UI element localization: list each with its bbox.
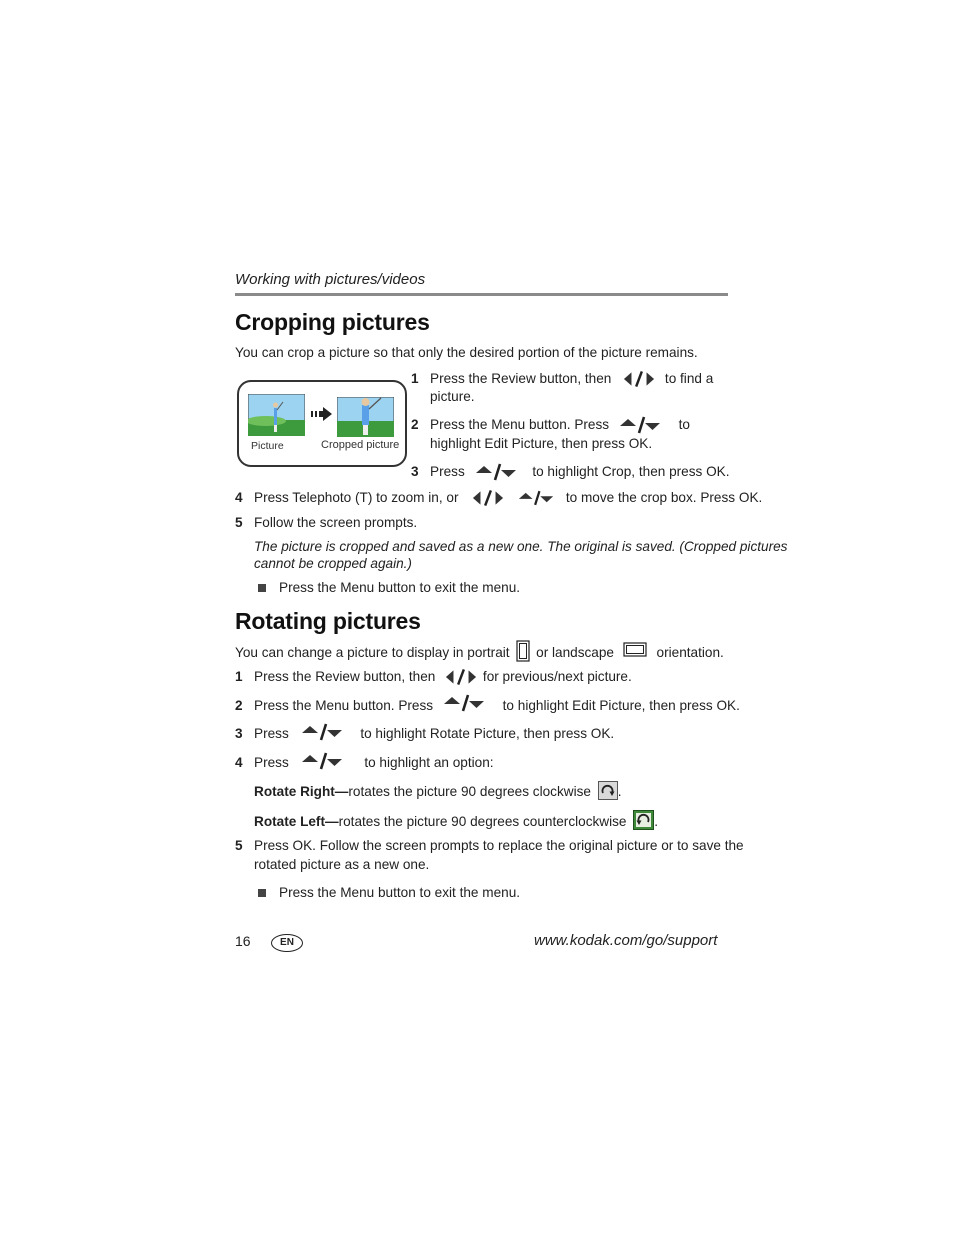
crop-step-4-number: 4 bbox=[235, 490, 243, 505]
crop-note-line-2: cannot be cropped again.) bbox=[254, 556, 412, 571]
crop-intro: You can crop a picture so that only the desired portion of the picture remains. bbox=[235, 345, 698, 360]
square-bullet-icon bbox=[258, 889, 266, 897]
rotate-step-5-line-2: rotated picture as a new one. bbox=[254, 857, 430, 872]
crop-step-5-number: 5 bbox=[235, 515, 243, 530]
crop-step-4-text: Press Telephoto (T) to zoom in, or to move the crop box. Press OK. bbox=[254, 489, 762, 507]
crop-step-5-text: Follow the screen prompts. bbox=[254, 515, 418, 530]
cropped-picture-label: Cropped picture bbox=[321, 439, 400, 451]
rotate-step-5-line-1: Press OK. Follow the screen prompts to replace the original picture or to save the bbox=[254, 838, 744, 853]
rotate-right-icon bbox=[598, 781, 618, 800]
rotate-title: Rotating pictures bbox=[235, 608, 421, 634]
rotate-step-2-text: Press the Menu button. Press to highlight Edit Picture, then press OK. bbox=[254, 697, 740, 715]
rotate-step-5-number: 5 bbox=[235, 838, 243, 853]
rotate-step-3-text: Press to highlight Rotate Picture, then press OK. bbox=[254, 725, 614, 743]
rotate-step-4-text: Press to highlight an option: bbox=[254, 754, 494, 772]
up-down-arrows-icon bbox=[301, 723, 343, 741]
crop-arrow-icon bbox=[311, 406, 333, 422]
crop-step-2-text: Press the Menu button. Press to bbox=[430, 416, 690, 434]
crop-step-3-text: Press to highlight Crop, then press OK. bbox=[430, 463, 730, 481]
language-badge: EN bbox=[271, 934, 303, 952]
up-down-arrows-icon bbox=[475, 463, 517, 481]
crop-exit-text: Press the Menu button to exit the menu. bbox=[279, 580, 521, 595]
rotate-step-4-number: 4 bbox=[235, 755, 243, 770]
rotate-step-1-number: 1 bbox=[235, 669, 243, 684]
cropped-picture-thumbnail bbox=[337, 397, 394, 437]
rotate-left-option: Rotate Left—rotates the picture 90 degrees counterclockwise . bbox=[254, 813, 658, 831]
left-right-arrows-icon bbox=[623, 370, 655, 388]
square-bullet-icon bbox=[258, 584, 266, 592]
crop-step-1-text-cont: picture. bbox=[430, 389, 475, 404]
rotate-step-1-text: Press the Review button, then for previous/next picture. bbox=[254, 668, 632, 686]
header-rule bbox=[235, 293, 728, 296]
crop-step-1-text: Press the Review button, then to find a bbox=[430, 370, 713, 388]
rotate-step-3-number: 3 bbox=[235, 726, 243, 741]
support-url[interactable]: www.kodak.com/go/support bbox=[534, 932, 718, 949]
crop-title: Cropping pictures bbox=[235, 309, 430, 335]
rotate-right-option: Rotate Right—rotates the picture 90 degrees clockwise . bbox=[254, 783, 622, 801]
landscape-icon bbox=[623, 642, 647, 657]
up-down-arrows-icon bbox=[301, 752, 343, 770]
crop-step-2-number: 2 bbox=[411, 417, 419, 432]
crop-step-1-number: 1 bbox=[411, 371, 419, 386]
rotate-left-icon bbox=[633, 810, 654, 830]
crop-step-3-number: 3 bbox=[411, 464, 419, 479]
rotate-step-2-number: 2 bbox=[235, 698, 243, 713]
section-header: Working with pictures/videos bbox=[235, 271, 426, 288]
up-down-arrows-icon bbox=[518, 490, 554, 506]
picture-thumbnail bbox=[248, 394, 305, 436]
up-down-arrows-icon bbox=[619, 416, 661, 434]
crop-step-2-text-cont: highlight Edit Picture, then press OK. bbox=[430, 436, 653, 451]
portrait-icon bbox=[516, 640, 530, 662]
crop-note-line-1: The picture is cropped and saved as a new one. The original is saved. (Cropped pictures bbox=[254, 539, 788, 554]
rotate-intro: You can change a picture to display in portrait or landscape orientation. bbox=[235, 644, 724, 662]
rotate-exit-text: Press the Menu button to exit the menu. bbox=[279, 885, 521, 900]
up-down-arrows-icon bbox=[443, 694, 485, 712]
left-right-arrows-icon bbox=[445, 668, 477, 686]
left-right-arrows-icon bbox=[472, 489, 504, 507]
picture-label: Picture bbox=[251, 440, 284, 452]
page-number: 16 bbox=[235, 933, 251, 949]
